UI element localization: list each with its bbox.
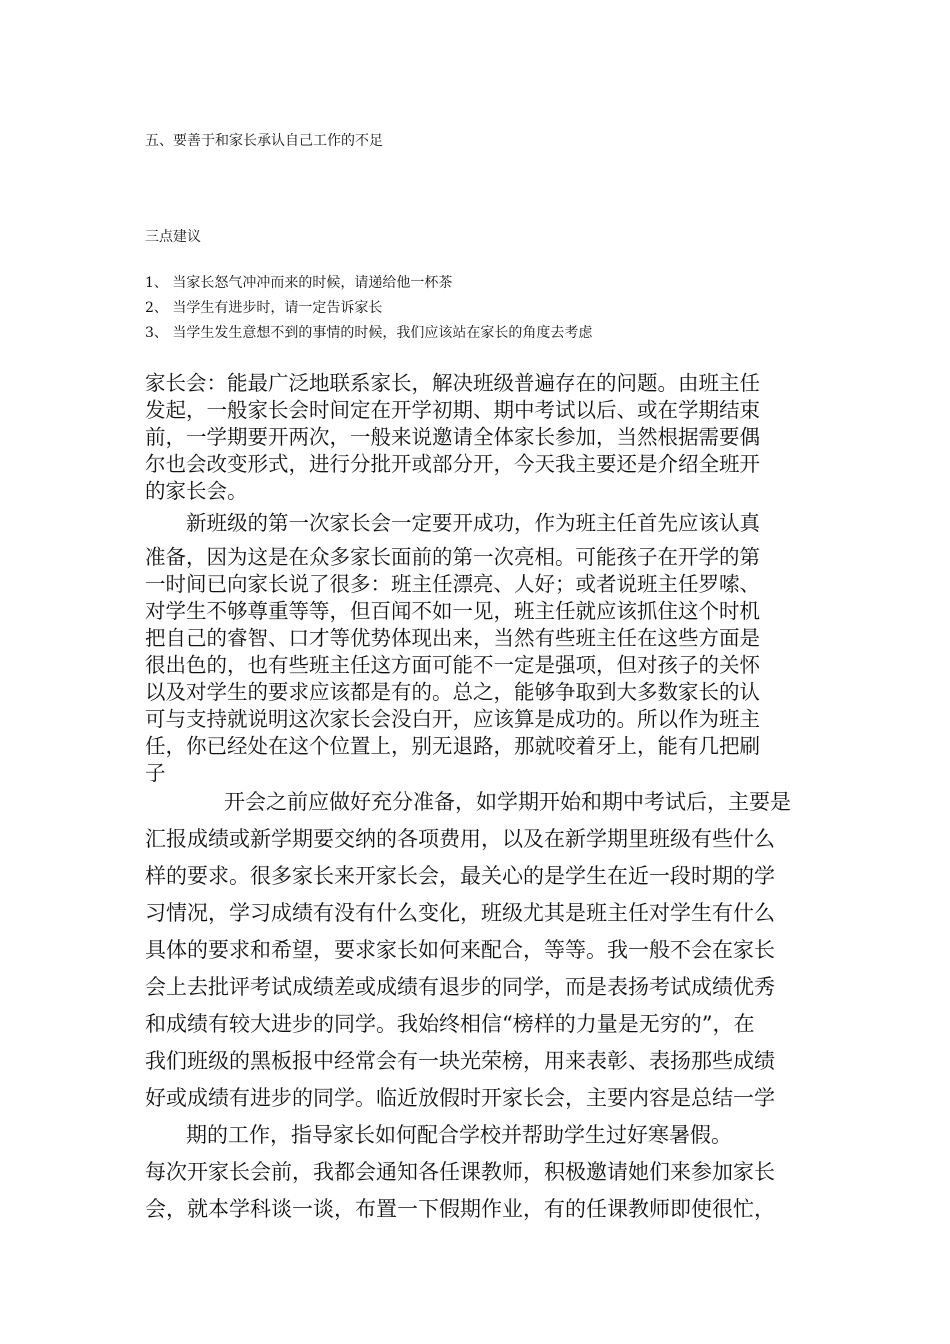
para4-line: 会，就本学科谈一谈，布置一下假期作业，有的任课教师即使很忙， xyxy=(145,1197,775,1221)
para2-line: 很出色的，也有些班主任这方面可能不一定是强项，但对孩子的关怀 xyxy=(145,653,760,677)
para2-line: 准备，因为这是在众多家长面前的第一次亮相。可能孩子在开学的第 xyxy=(145,545,760,569)
suggestion-item: 3、 当学生发生意想不到的事情的时候，我们应该站在家长的角度去考虑 xyxy=(145,325,593,341)
para2-line: 对学生不够尊重等等，但百闻不如一见，班主任就应该抓住这个时机 xyxy=(145,599,760,623)
para2-first-line: 新班级的第一次家长会一定要开成功，作为班主任首先应该认真 xyxy=(186,511,760,535)
para3-line: 汇报成绩或新学期要交纳的各项费用，以及在新学期里班级有些什么 xyxy=(145,827,775,851)
para2-line: 任，你已经处在这个位置上，别无退路，那就咬着牙上，能有几把刷 xyxy=(145,734,760,758)
para2-line: 一时间已向家长说了很多：班主任漂亮、人好；或者说班主任罗嗦、 xyxy=(145,572,760,596)
para1-line: 家长会：能最广泛地联系家长，解决班级普遍存在的问题。由班主任 xyxy=(145,371,760,395)
para4-line: 每次开家长会前，我都会通知各任课教师，积极邀请她们来参加家长 xyxy=(145,1160,775,1184)
para1-line: 尔也会改变形式，进行分批开或部分开，今天我主要还是介绍全班开 xyxy=(145,452,760,476)
para2-line: 以及对学生的要求应该都是有的。总之，能够争取到大多数家长的认 xyxy=(145,680,760,704)
para2-line: 可与支持就说明这次家长会没白开，应该算是成功的。所以作为班主 xyxy=(145,707,760,731)
para3-line: 习情况，学习成绩有没有什么变化，班级尤其是班主任对学生有什么 xyxy=(145,901,775,925)
para3-line: 好或成绩有进步的同学。临近放假时开家长会，主要内容是总结一学 xyxy=(145,1086,775,1110)
para3-line: 样的要求。很多家长来开家长会，最关心的是学生在近一段时期的学 xyxy=(145,864,775,888)
section-five-heading: 五、要善于和家长承认自己工作的不足 xyxy=(145,133,383,149)
para1-line: 前，一学期要开两次，一般来说邀请全体家长参加，当然根据需要偶 xyxy=(145,425,760,449)
para1-line: 发起，一般家长会时间定在开学初期、期中考试以后、或在学期结束 xyxy=(145,398,760,422)
para3-line: 会上去批评考试成绩差或成绩有退步的同学，而是表扬考试成绩优秀 xyxy=(145,975,775,999)
para3-first-line: 开会之前应做好充分准备，如学期开始和期中考试后，主要是 xyxy=(224,790,791,814)
para3-line: 具体的要求和希望，要求家长如何来配合，等等。我一般不会在家长 xyxy=(145,938,775,962)
para1-line: 的家长会。 xyxy=(145,479,248,503)
suggestion-item: 1、 当家长怒气冲冲而来的时候，请递给他一杯茶 xyxy=(145,275,453,291)
para2-line: 子 xyxy=(145,761,166,785)
para3-last-line: 期的工作，指导家长如何配合学校并帮助学生过好寒暑假。 xyxy=(186,1123,732,1147)
para3-line: 和成绩有较大进步的同学。我始终相信“榜样的力量是无穷的”，在 xyxy=(145,1012,755,1036)
suggestions-title: 三点建议 xyxy=(145,229,201,245)
para2-line: 把自己的睿智、口才等优势体现出来，当然有些班主任在这些方面是 xyxy=(145,626,760,650)
suggestion-item: 2、 当学生有进步时，请一定告诉家长 xyxy=(145,300,383,316)
para3-line: 我们班级的黑板报中经常会有一块光荣榜，用来表彰、表扬那些成绩 xyxy=(145,1049,775,1073)
